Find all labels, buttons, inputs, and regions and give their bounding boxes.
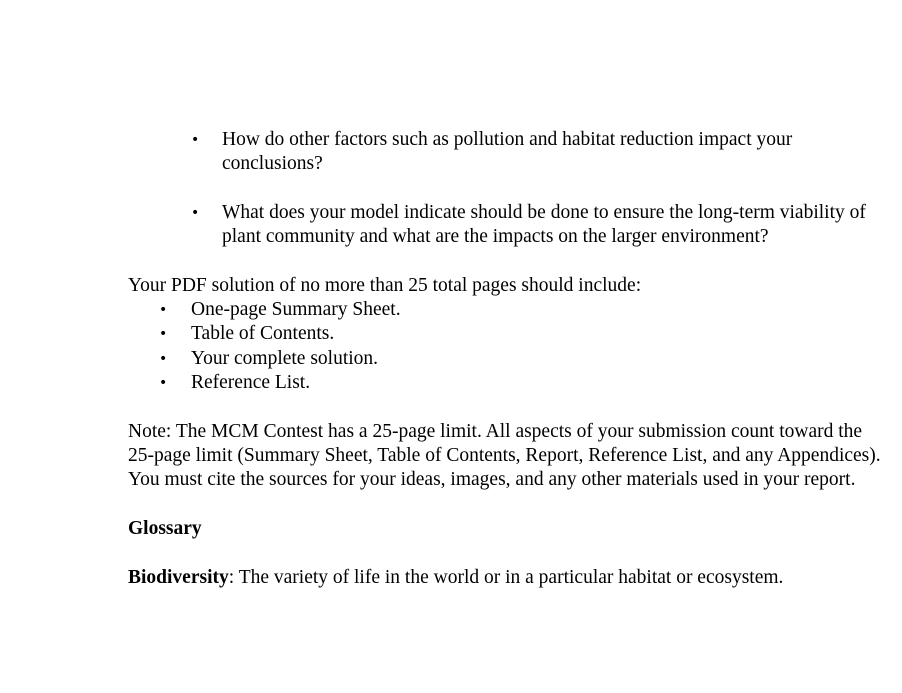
question-2-line-1: What does your model indicate should be done to ensure the long-term viability of	[222, 202, 866, 223]
glossary-term: Biodiversity	[128, 567, 229, 588]
requirements-intro: Your PDF solution of no more than 25 total pages should include:	[128, 275, 642, 296]
question-1-line-2: conclusions?	[222, 153, 323, 174]
bullet-icon: •	[159, 351, 168, 367]
question-1-line-1: How do other factors such as pollution and habitat reduction impact your	[222, 129, 793, 150]
bullet-icon: •	[191, 205, 200, 221]
bullet-icon: •	[191, 132, 200, 148]
requirement-item: Reference List.	[191, 372, 311, 393]
bullet-icon: •	[159, 375, 168, 391]
bullet-icon: •	[159, 326, 168, 342]
note-line-2: 25-page limit (Summary Sheet, Table of Contents, Report, Reference List, and any Appendices).	[128, 445, 881, 466]
note-line-1: Note: The MCM Contest has a 25-page limit. All aspects of your submission count toward the	[128, 421, 863, 442]
glossary-definition: : The variety of life in the world or in a particular habitat or ecosystem.	[228, 567, 784, 588]
glossary-entry	[128, 566, 783, 591]
question-2-line-2: plant community and what are the impacts on the larger environment?	[222, 226, 769, 247]
glossary-heading: Glossary	[128, 518, 202, 539]
bullet-icon: •	[159, 302, 168, 318]
requirement-item: Your complete solution.	[191, 348, 379, 369]
requirement-item: One-page Summary Sheet.	[191, 299, 401, 320]
note-line-3: You must cite the sources for your ideas, images, and any other materials used in your report.	[128, 469, 856, 490]
requirement-item: Table of Contents.	[191, 323, 335, 344]
